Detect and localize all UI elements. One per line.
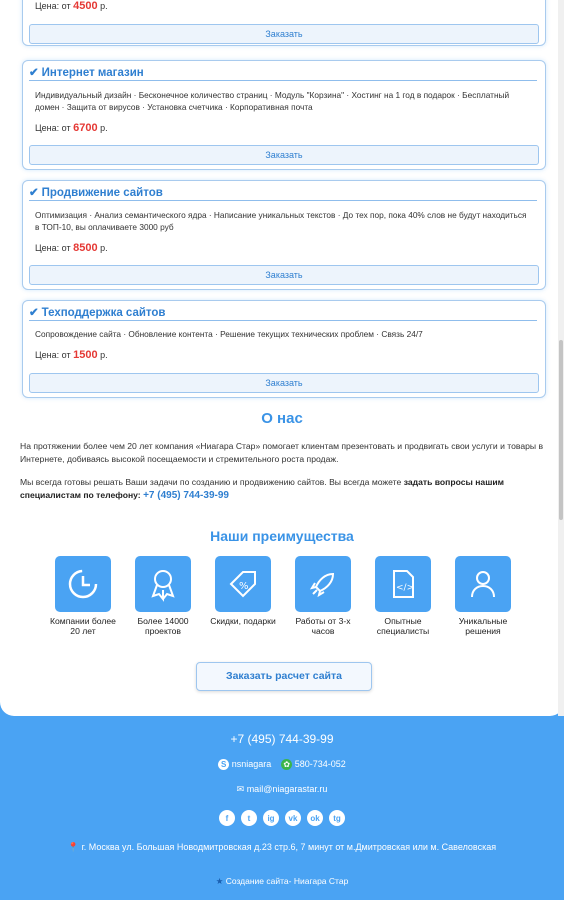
- star-icon: ★: [215, 876, 224, 886]
- about-title: О нас: [261, 410, 303, 427]
- advantage-item: % Скидки, подарки: [208, 556, 278, 626]
- card-description: Оптимизация · Анализ семантического ядра · Написание уникальных текстов · До тех пор, пока 40% слов не будут находиться в ТОП-10, вы оплачиваете 3000 руб: [35, 210, 527, 232]
- card-title: ✔ Интернет магазин: [29, 65, 537, 81]
- icq-number[interactable]: 580-734-052: [294, 759, 346, 769]
- clock-icon: [55, 556, 111, 612]
- footer-phone[interactable]: +7 (495) 744-39-99: [230, 732, 334, 746]
- code-file-icon: [375, 556, 431, 612]
- footer-email-row: [0, 784, 564, 795]
- check-icon: ✔: [29, 307, 39, 319]
- service-card-seo: [22, 180, 546, 290]
- vk-icon[interactable]: vk: [285, 810, 301, 826]
- odnoklassniki-icon[interactable]: ok: [307, 810, 323, 826]
- order-calculation-button[interactable]: Заказать расчет сайта: [196, 662, 372, 691]
- order-button[interactable]: Заказать: [29, 145, 539, 165]
- advantage-item: Компании более 20 лет: [48, 556, 118, 636]
- footer-address: 📍 г. Москва ул. Большая Новодмитровская д.23 стр.6, 7 минут от м.Дмитровская или м. Савеловская: [67, 842, 497, 852]
- advantage-item: </> Опытные специалисты: [368, 556, 438, 636]
- footer-messengers: [0, 759, 564, 770]
- order-button[interactable]: Заказать: [29, 24, 539, 44]
- advantage-item: Уникальные решения: [448, 556, 518, 636]
- price-value: 8500: [73, 242, 98, 254]
- check-icon: ✔: [29, 187, 39, 199]
- facebook-icon[interactable]: f: [219, 810, 235, 826]
- advantage-item: Работы от 3-х часов: [288, 556, 358, 636]
- mail-icon: ✉: [236, 784, 245, 794]
- footer-email[interactable]: mail@niagarastar.ru: [246, 784, 328, 794]
- scrollbar-thumb[interactable]: [559, 340, 563, 520]
- about-paragraph-contact: Мы всегда готовы решать Ваши задачи по созданию и продвижению сайтов. Вы всегда можете задать вопросы нашим специалистам по телефону: +7 (495) 744-39-99: [20, 477, 505, 501]
- check-icon: ✔: [29, 67, 39, 79]
- service-card-support: [22, 300, 546, 398]
- award-icon: [135, 556, 191, 612]
- price: Цена: от 8500 р.: [35, 242, 108, 254]
- instagram-icon[interactable]: ig: [263, 810, 279, 826]
- rocket-icon: [295, 556, 351, 612]
- price-value: 1500: [73, 349, 98, 361]
- scrollbar[interactable]: [558, 0, 564, 716]
- advantage-item: Более 14000 проектов: [128, 556, 198, 636]
- price-value: 4500: [73, 0, 98, 12]
- about-phone-link[interactable]: +7 (495) 744-39-99: [143, 490, 229, 501]
- discount-tag-icon: [215, 556, 271, 612]
- icq-icon: ✿: [281, 759, 292, 770]
- card-description: Индивидуальный дизайн · Бесконечное количество страниц · Модуль "Корзина" · Хостинг на 1 год в подарок · Бесплатный домен · Защита от вирусов · Установка счетчика · Корпоративная почта: [35, 90, 510, 112]
- twitter-icon[interactable]: t: [241, 810, 257, 826]
- advantages-title: Наши преимущества: [210, 528, 354, 544]
- svg-text:</>: </>: [396, 583, 415, 593]
- svg-text:%: %: [239, 581, 249, 592]
- telegram-icon[interactable]: tg: [329, 810, 345, 826]
- service-card: [22, 0, 546, 46]
- price: Цена: от 6700 р.: [35, 122, 108, 134]
- skype-handle[interactable]: nsniagara: [231, 759, 272, 769]
- order-button[interactable]: Заказать: [29, 265, 539, 285]
- user-icon: [455, 556, 511, 612]
- price: Цена: от 1500 р.: [35, 349, 108, 361]
- order-button[interactable]: Заказать: [29, 373, 539, 393]
- social-links: [0, 810, 564, 826]
- price-value: 6700: [73, 122, 98, 134]
- footer-copyright: ★ Создание сайта- Ниагара Стар: [215, 876, 349, 886]
- location-pin-icon: 📍: [67, 842, 80, 852]
- about-paragraph: На протяжении более чем 20 лет компания «Ниагара Стар» помогает клиентам презентовать и продвигать свои услуги и товары в Интернете, добиваясь высокой посещаемости и стремительного роста продаж.: [20, 441, 544, 464]
- skype-icon: S: [218, 759, 229, 770]
- card-description: Сопровождение сайта · Обновление контента · Решение текущих технических проблем · Связь 24/7: [35, 329, 423, 339]
- service-card-online-store: [22, 60, 546, 170]
- card-title: ✔ Техподдержка сайтов: [29, 305, 537, 321]
- card-title: ✔ Продвижение сайтов: [29, 185, 537, 201]
- price: Цена: от 4500 р.: [35, 0, 108, 12]
